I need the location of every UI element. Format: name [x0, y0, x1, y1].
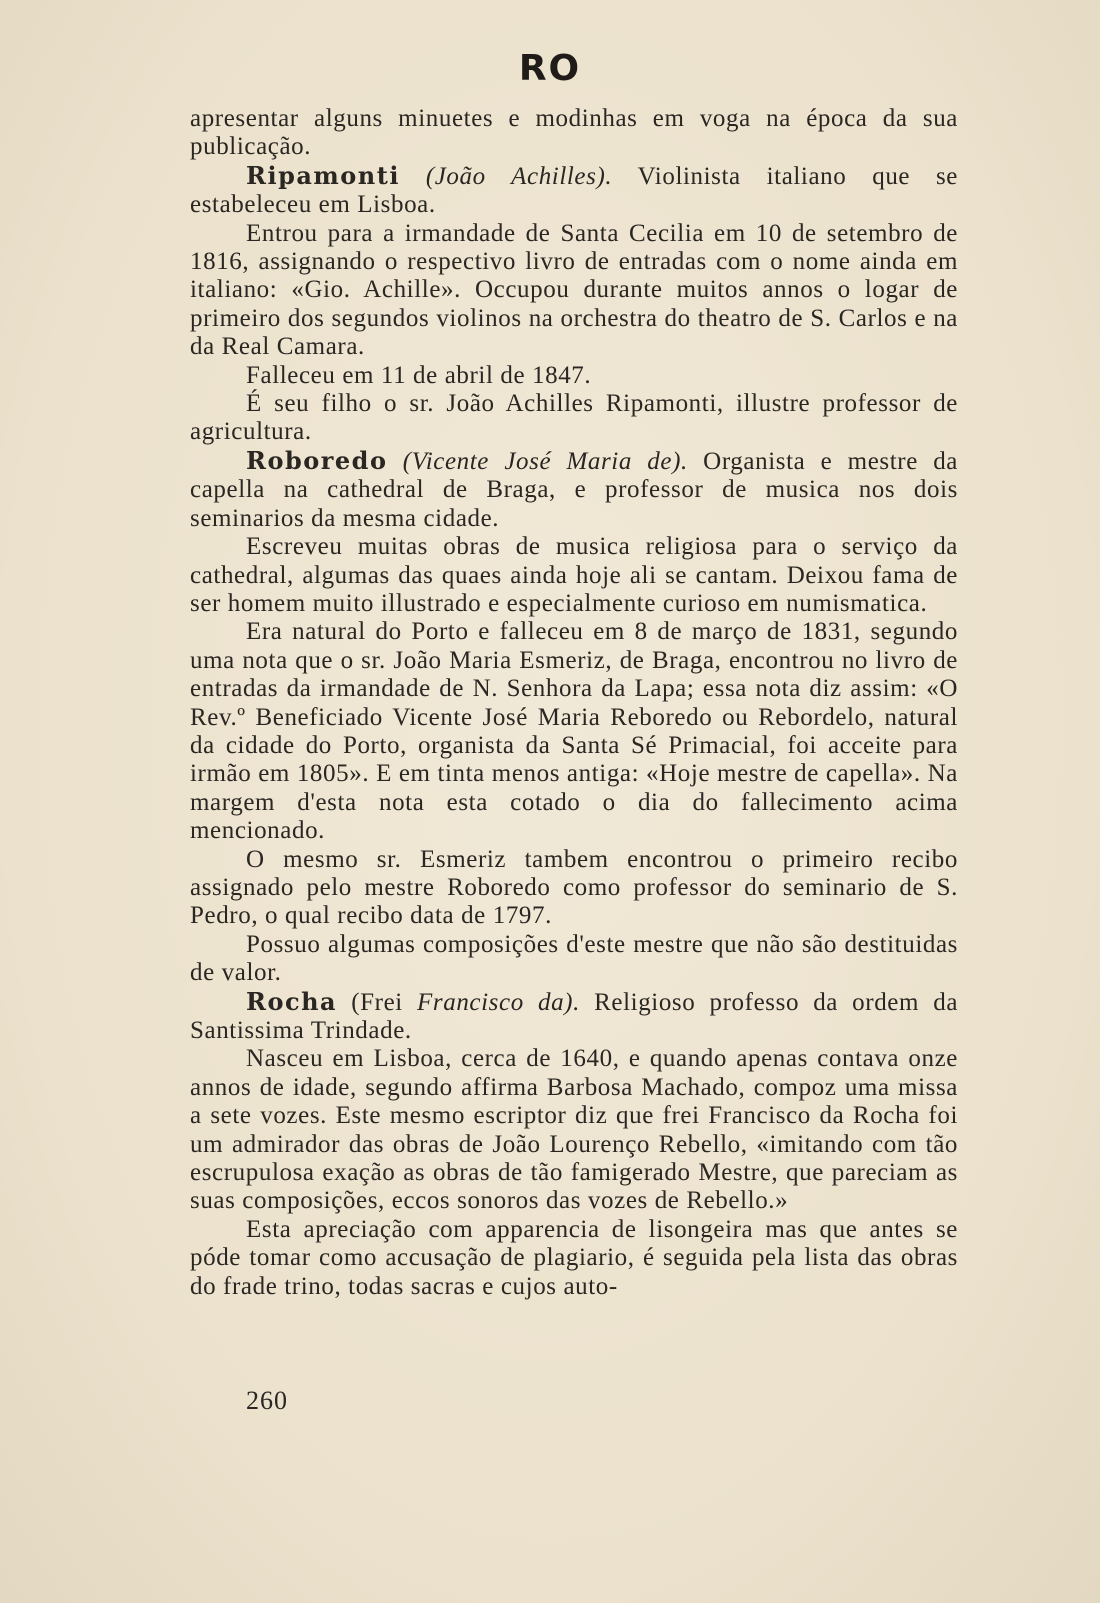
paragraph: Era natural do Porto e falleceu em 8 de março de 1831, segundo uma nota que o sr. João Maria Esmeriz, de Braga, encontrou no livro de entradas da irmandade de N. Senhora da Lapa; essa nota diz assim: «O Rev.º Beneficiado Vicente José Maria Reboredo ou Rebordelo, natural da cidade do Porto, organista da Santa Sé Primacial, foi acceite para irmão em 1805». E em tinta menos antiga: «Hoje mestre de capella». Na margem d'esta nota esta cotado o dia do fallecimento acima mencionado.: [190, 618, 958, 845]
paragraph: Esta apreciação com apparencia de lisongeira mas que antes se póde tomar como accusação de plagiario, é seguida pela lista das obras do frade trino, todas sacras e cujos auto-: [190, 1215, 958, 1300]
entry-text: Organista e mestre da capella na cathedral de Braga, e professor de musica nos dois seminarios da mesma cidade.: [190, 447, 958, 532]
entry-headword: Ripamonti: [246, 160, 400, 190]
entry-name-detail: (João Achilles).: [425, 162, 613, 190]
entry-rocha: [190, 988, 958, 1046]
entry-name-detail: Francisco da).: [417, 988, 580, 1016]
page-number: 260: [246, 1386, 288, 1415]
paragraph: Possuo algumas composições d'este mestre que não são destituidas de valor.: [190, 930, 958, 987]
entry-roboredo: [190, 447, 958, 533]
entry-ripamonti: [190, 162, 958, 220]
paragraph: Falleceu em 11 de abril de 1847.: [246, 361, 592, 389]
running-head: RO: [518, 48, 582, 89]
body-text: [190, 105, 958, 1301]
entry-text: Religioso professo da ordem da Santissima Trindade.: [190, 988, 959, 1044]
paragraph: É seu filho o sr. João Achilles Ripamonti, illustre professor de agricultura.: [190, 390, 958, 446]
entry-name-detail: (Vicente José Maria de).: [402, 447, 688, 475]
entry-text: Violinista italiano que se estabeleceu em Lisboa.: [190, 162, 958, 219]
entry-pre-detail: (Frei: [337, 988, 418, 1016]
paragraph-continuation: apresentar alguns minuetes e modinhas em voga na época da sua publicação.: [190, 105, 958, 161]
entry-headword: Rocha: [246, 986, 338, 1016]
entry-headword: Roboredo: [246, 445, 388, 475]
paragraph: Entrou para a irmandade de Santa Cecilia em 10 de setembro de 1816, assignando o respectivo livro de entradas com o nome ainda em italiano: «Gio. Achille». Occupou durante muitos annos o logar de primeiro dos segundos violinos na orchestra do theatro de S. Carlos e na da Real Camara.: [190, 219, 958, 361]
paragraph: O mesmo sr. Esmeriz tambem encontrou o primeiro recibo assignado pelo mestre Roboredo como professor do seminario de S. Pedro, o qual recibo data de 1797.: [190, 845, 958, 930]
paragraph: Nasceu em Lisboa, cerca de 1640, e quando apenas contava onze annos de idade, segundo affirma Barbosa Machado, compoz uma missa a sete vozes. Este mesmo escriptor diz que frei Francisco da Rocha foi um admirador das obras de João Lourenço Rebello, «imitando com tão escrupulosa exação as obras de tão famigerado Mestre, que pareciam as suas composições, eccos sonoros das vozes de Rebello.»: [190, 1045, 958, 1215]
paragraph: Escreveu muitas obras de musica religiosa para o serviço da cathedral, algumas das quaes ainda hoje ali se cantam. Deixou fama de ser homem muito illustrado e especialmente curioso em numismatica.: [190, 533, 958, 617]
